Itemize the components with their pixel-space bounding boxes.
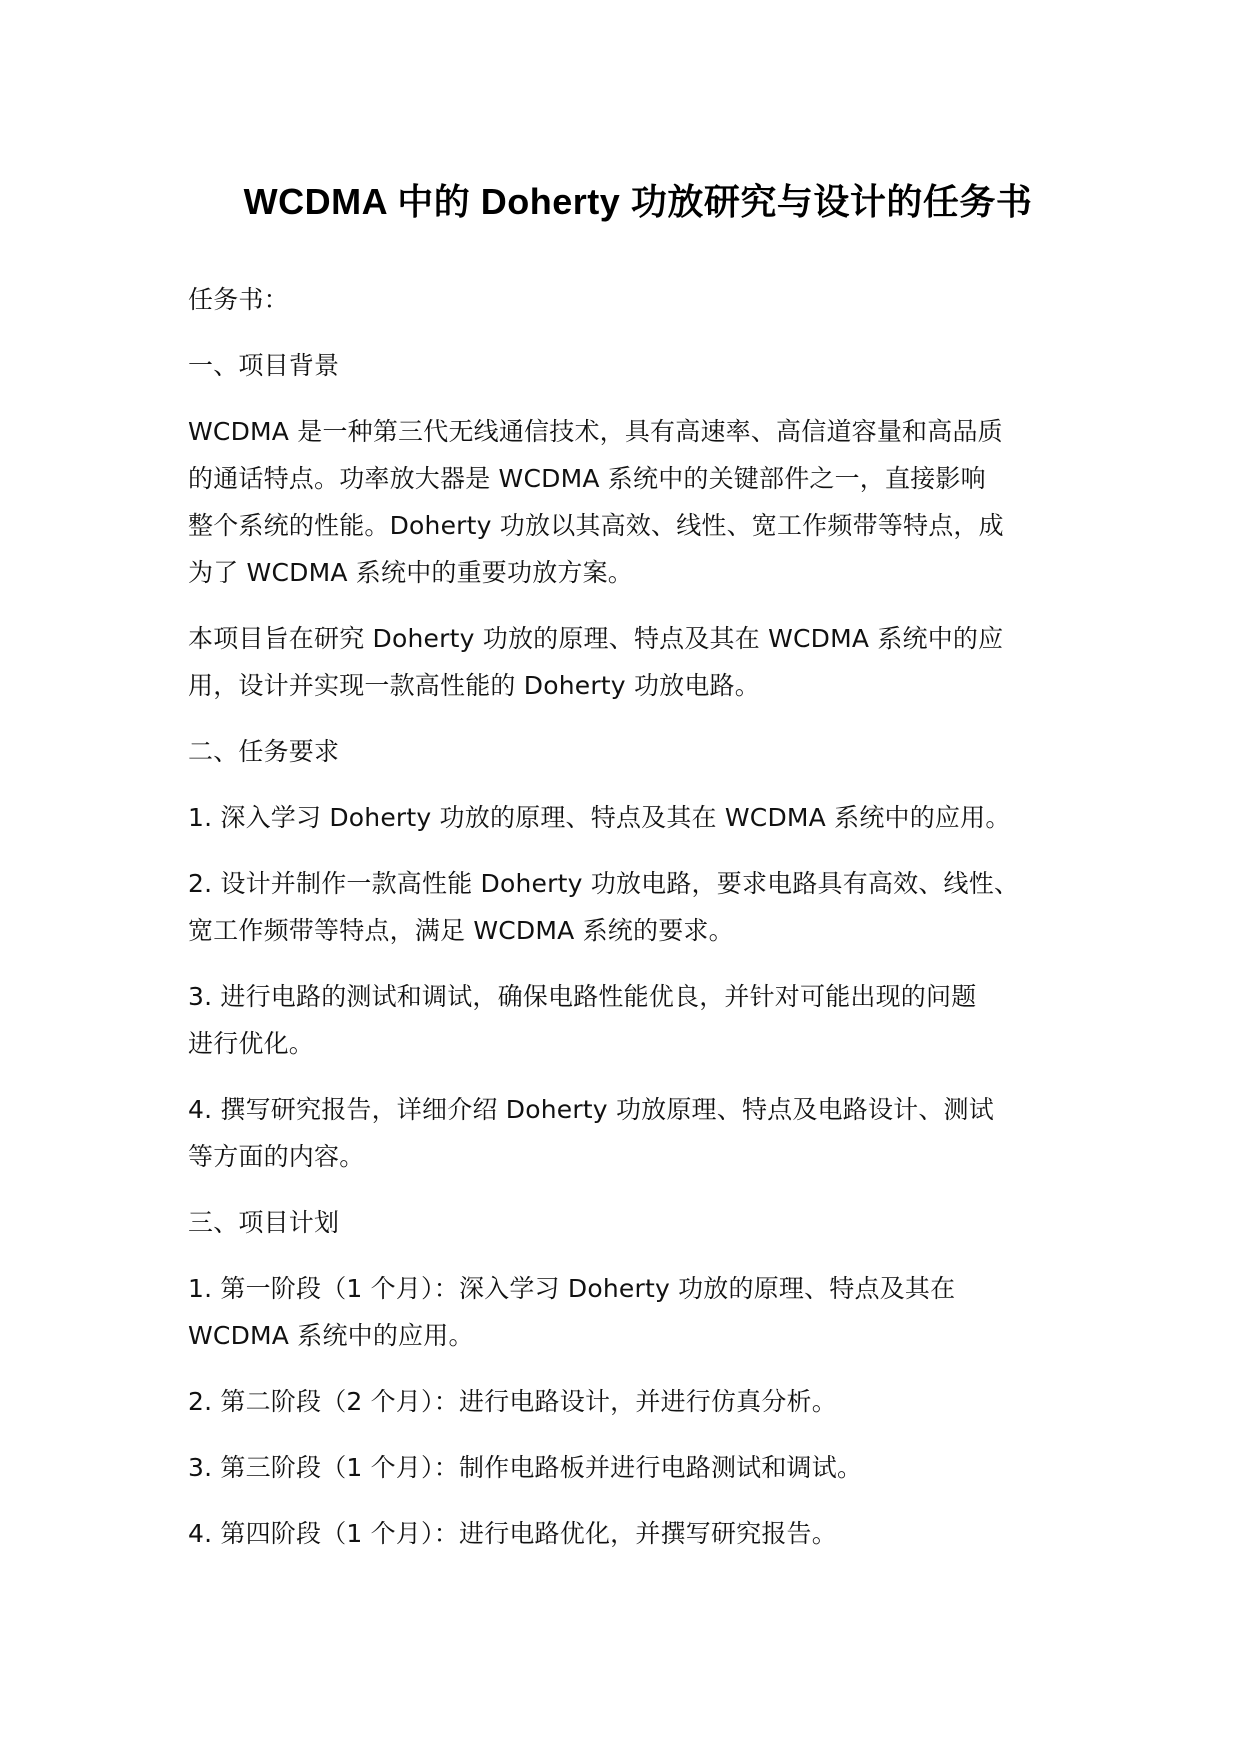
text-line: 3. 进行电路的测试和调试，确保电路性能优良，并针对可能出现的问题 — [188, 982, 977, 1011]
requirement-3 — [188, 973, 1088, 1067]
text-line: 三、项目计划 — [188, 1208, 340, 1237]
text-line: 2. 设计并制作一款高性能 Doherty 功放电路，要求电路具有高效、线性、 — [188, 869, 1020, 898]
section-2-heading — [188, 728, 1088, 775]
background-paragraph-2 — [188, 615, 1088, 709]
text-line: WCDMA 是一种第三代无线通信技术，具有高速率、高信道容量和高品质 — [188, 417, 1003, 446]
section-3-heading — [188, 1199, 1088, 1246]
text-line: 等方面的内容。 — [188, 1142, 365, 1171]
text-line: 本项目旨在研究 Doherty 功放的原理、特点及其在 WCDMA 系统中的应 — [188, 624, 1004, 653]
plan-stage-4 — [188, 1510, 1088, 1557]
requirement-4 — [188, 1086, 1088, 1180]
text-line: WCDMA 系统中的应用。 — [188, 1321, 474, 1350]
plan-stage-2 — [188, 1378, 1088, 1425]
requirement-2 — [188, 860, 1088, 954]
text-line: 3. 第三阶段（1 个月）：制作电路板并进行电路测试和调试。 — [188, 1453, 863, 1482]
text-line: 1. 第一阶段（1 个月）：深入学习 Doherty 功放的原理、特点及其在 — [188, 1274, 956, 1303]
text-line: 任务书： — [188, 285, 289, 314]
plan-stage-1 — [188, 1265, 1088, 1359]
plan-stage-3 — [188, 1444, 1088, 1491]
text-line: 整个系统的性能。Doherty 功放以其高效、线性、宽工作频带等特点，成 — [188, 511, 1004, 540]
text-line: 进行优化。 — [188, 1029, 315, 1058]
requirement-1 — [188, 794, 1088, 841]
text-line: 宽工作频带等特点，满足 WCDMA 系统的要求。 — [188, 916, 734, 945]
text-line: 为了 WCDMA 系统中的重要功放方案。 — [188, 558, 633, 587]
document-body — [188, 276, 1088, 1557]
text-line: 的通话特点。功率放大器是 WCDMA 系统中的关键部件之一，直接影响 — [188, 464, 986, 493]
intro-label — [188, 276, 1088, 323]
document-page — [188, 178, 1088, 1576]
document-title: WCDMA 中的 Doherty 功放研究与设计的任务书 — [243, 181, 1033, 222]
section-1-heading — [188, 342, 1088, 389]
text-line: 用，设计并实现一款高性能的 Doherty 功放电路。 — [188, 671, 760, 700]
text-line: 4. 撰写研究报告，详细介绍 Doherty 功放原理、特点及电路设计、测试 — [188, 1095, 994, 1124]
text-line: 一、项目背景 — [188, 351, 340, 380]
text-line: 1. 深入学习 Doherty 功放的原理、特点及其在 WCDMA 系统中的应用。 — [188, 803, 1011, 832]
text-line: 4. 第四阶段（1 个月）：进行电路优化，并撰写研究报告。 — [188, 1519, 837, 1548]
background-paragraph-1 — [188, 408, 1088, 596]
text-line: 二、任务要求 — [188, 737, 340, 766]
text-line: 2. 第二阶段（2 个月）：进行电路设计，并进行仿真分析。 — [188, 1387, 837, 1416]
